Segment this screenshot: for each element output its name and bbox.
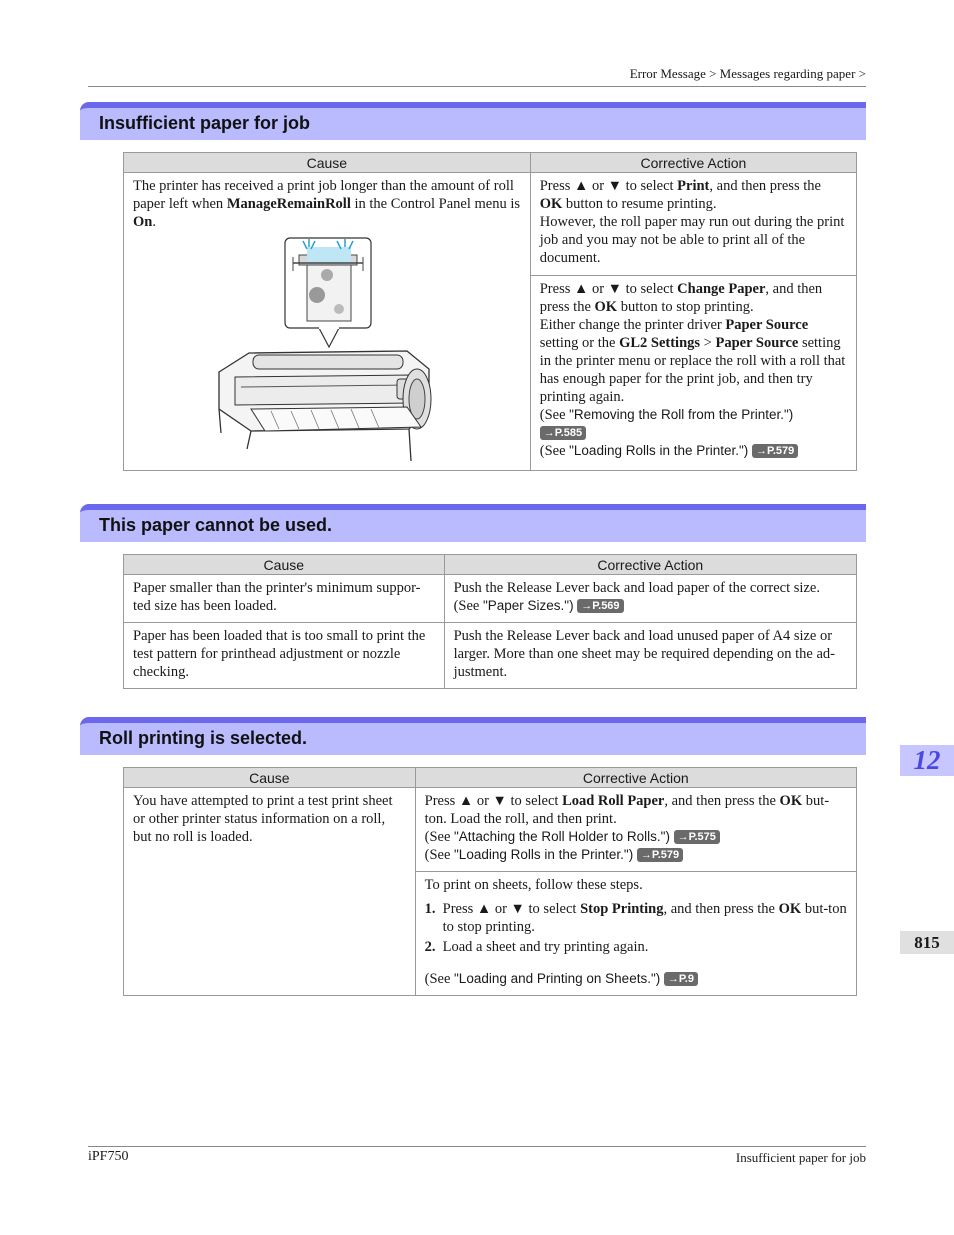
corrective-action-header: Corrective Action [530, 153, 856, 173]
footer-model: iPF750 [88, 1149, 129, 1164]
corrective-action-sheets-cell: To print on sheets, follow these steps. 1. Press ▲ or ▼ to select Stop Printing, and then press the OK but-ton to stop printing. 2. Load a sheet and try printing again. (See "Loading and Printing on Sheets.") →P.9 [415, 872, 856, 996]
cause-cell: Paper has been loaded that is too small to print the test pattern for printhead adjustment or nozzle checking. [124, 623, 445, 689]
steps-list [425, 900, 847, 956]
corrective-action-resume-cell: Press ▲ or ▼ to select Print, and then press the OK button to resume printing. However, the roll paper may run out during the print job and you may not be able to print all of the document. [530, 173, 856, 276]
on-term: On [133, 214, 153, 230]
cause-header: Cause [124, 768, 416, 788]
list-item: 1. Press ▲ or ▼ to select Stop Printing, and then press the OK but-ton to stop printing. [424, 901, 847, 935]
cause-cell: Paper smaller than the printer's minimum suppor-ted size has been loaded. [124, 575, 445, 623]
roll-printing-table [123, 767, 857, 996]
corrective-action-cell: Push the Release Lever back and load unused paper of A4 size or larger. More than one sheet may be required depending on the ad-justment. [444, 623, 856, 689]
page-ref-badge[interactable]: →P.579 [637, 848, 683, 862]
page-ref-badge[interactable]: →P.9 [664, 972, 698, 986]
see-removing-roll-link[interactable]: (See "Removing the Roll from the Printer.") →P.585 [539, 407, 794, 440]
see-paper-sizes-link[interactable]: (See "Paper Sizes.") →P.569 [454, 598, 624, 614]
cause-cell: You have attempted to print a test print sheet or other printer status information on a roll, but no roll is loaded. [124, 788, 416, 996]
printer-illustration [211, 237, 439, 463]
corrective-action-change-paper-cell: Press ▲ or ▼ to select Change Paper, and then press the OK button to stop printing. Either change the printer driver Paper Source setting or the GL2 Settings > Paper Source setting in the printer menu or replace the roll with a roll that has enough paper for the print job, and then try printing again. (See "Removing the Roll from the Printer.") →P.585 (See "Loading Rolls in the Printer.") →P.579 [530, 276, 856, 471]
corrective-action-header: Corrective Action [444, 555, 856, 575]
corrective-action-cell: Push the Release Lever back and load paper of the correct size. (See "Paper Sizes.") →P.569 [444, 575, 856, 623]
action-note: However, the roll paper may run out during the print job and you may not be able to print all of the document. [539, 214, 845, 266]
header-rule [88, 86, 866, 87]
page-ref-badge[interactable]: →P.585 [540, 426, 586, 440]
see-loading-rolls-link[interactable]: (See "Loading Rolls in the Printer.") →P.579 [425, 847, 684, 863]
section-title-roll-printing-selected: Roll printing is selected. [80, 717, 866, 755]
section-title-insufficient-paper: Insufficient paper for job [80, 102, 866, 140]
insufficient-paper-table [123, 152, 857, 471]
see-loading-sheets-link[interactable]: (See "Loading and Printing on Sheets.") →P.9 [425, 971, 698, 987]
section-title-paper-cannot-be-used: This paper cannot be used. [80, 504, 866, 542]
cause-header: Cause [124, 153, 531, 173]
page-number: 815 [900, 931, 954, 954]
corrective-action-header: Corrective Action [415, 768, 856, 788]
cause-cell: The printer has received a print job longer than the amount of roll paper left when ManageRemainRoll in the Control Panel menu is On. [124, 173, 531, 471]
see-loading-rolls-link[interactable]: (See "Loading Rolls in the Printer.") →P.579 [540, 443, 799, 459]
chapter-tab[interactable]: 12 [900, 745, 954, 776]
list-item: 2. Load a sheet and try printing again. [424, 939, 649, 955]
paper-cannot-be-used-table [123, 554, 857, 689]
page-ref-badge[interactable]: →P.579 [752, 444, 798, 458]
page-ref-badge[interactable]: →P.569 [577, 599, 623, 613]
breadcrumb: Error Message > Messages regarding paper > [629, 66, 866, 81]
cause-header: Cause [124, 555, 445, 575]
see-attaching-roll-holder-link[interactable]: (See "Attaching the Roll Holder to Rolls.") →P.575 [425, 829, 720, 845]
footer-rule [88, 1146, 866, 1147]
manage-remain-roll-term: ManageRemainRoll [226, 196, 351, 212]
page-ref-badge[interactable]: →P.575 [674, 830, 720, 844]
corrective-action-load-roll-cell: Press ▲ or ▼ to select Load Roll Paper, and then press the OK but-ton. Load the roll, and then print. (See "Attaching the Roll Holder to Rolls.") →P.575 (See "Loading Rolls in the Printer.") →P.579 [415, 788, 856, 872]
footer-topic: Insufficient paper for job [735, 1150, 866, 1165]
